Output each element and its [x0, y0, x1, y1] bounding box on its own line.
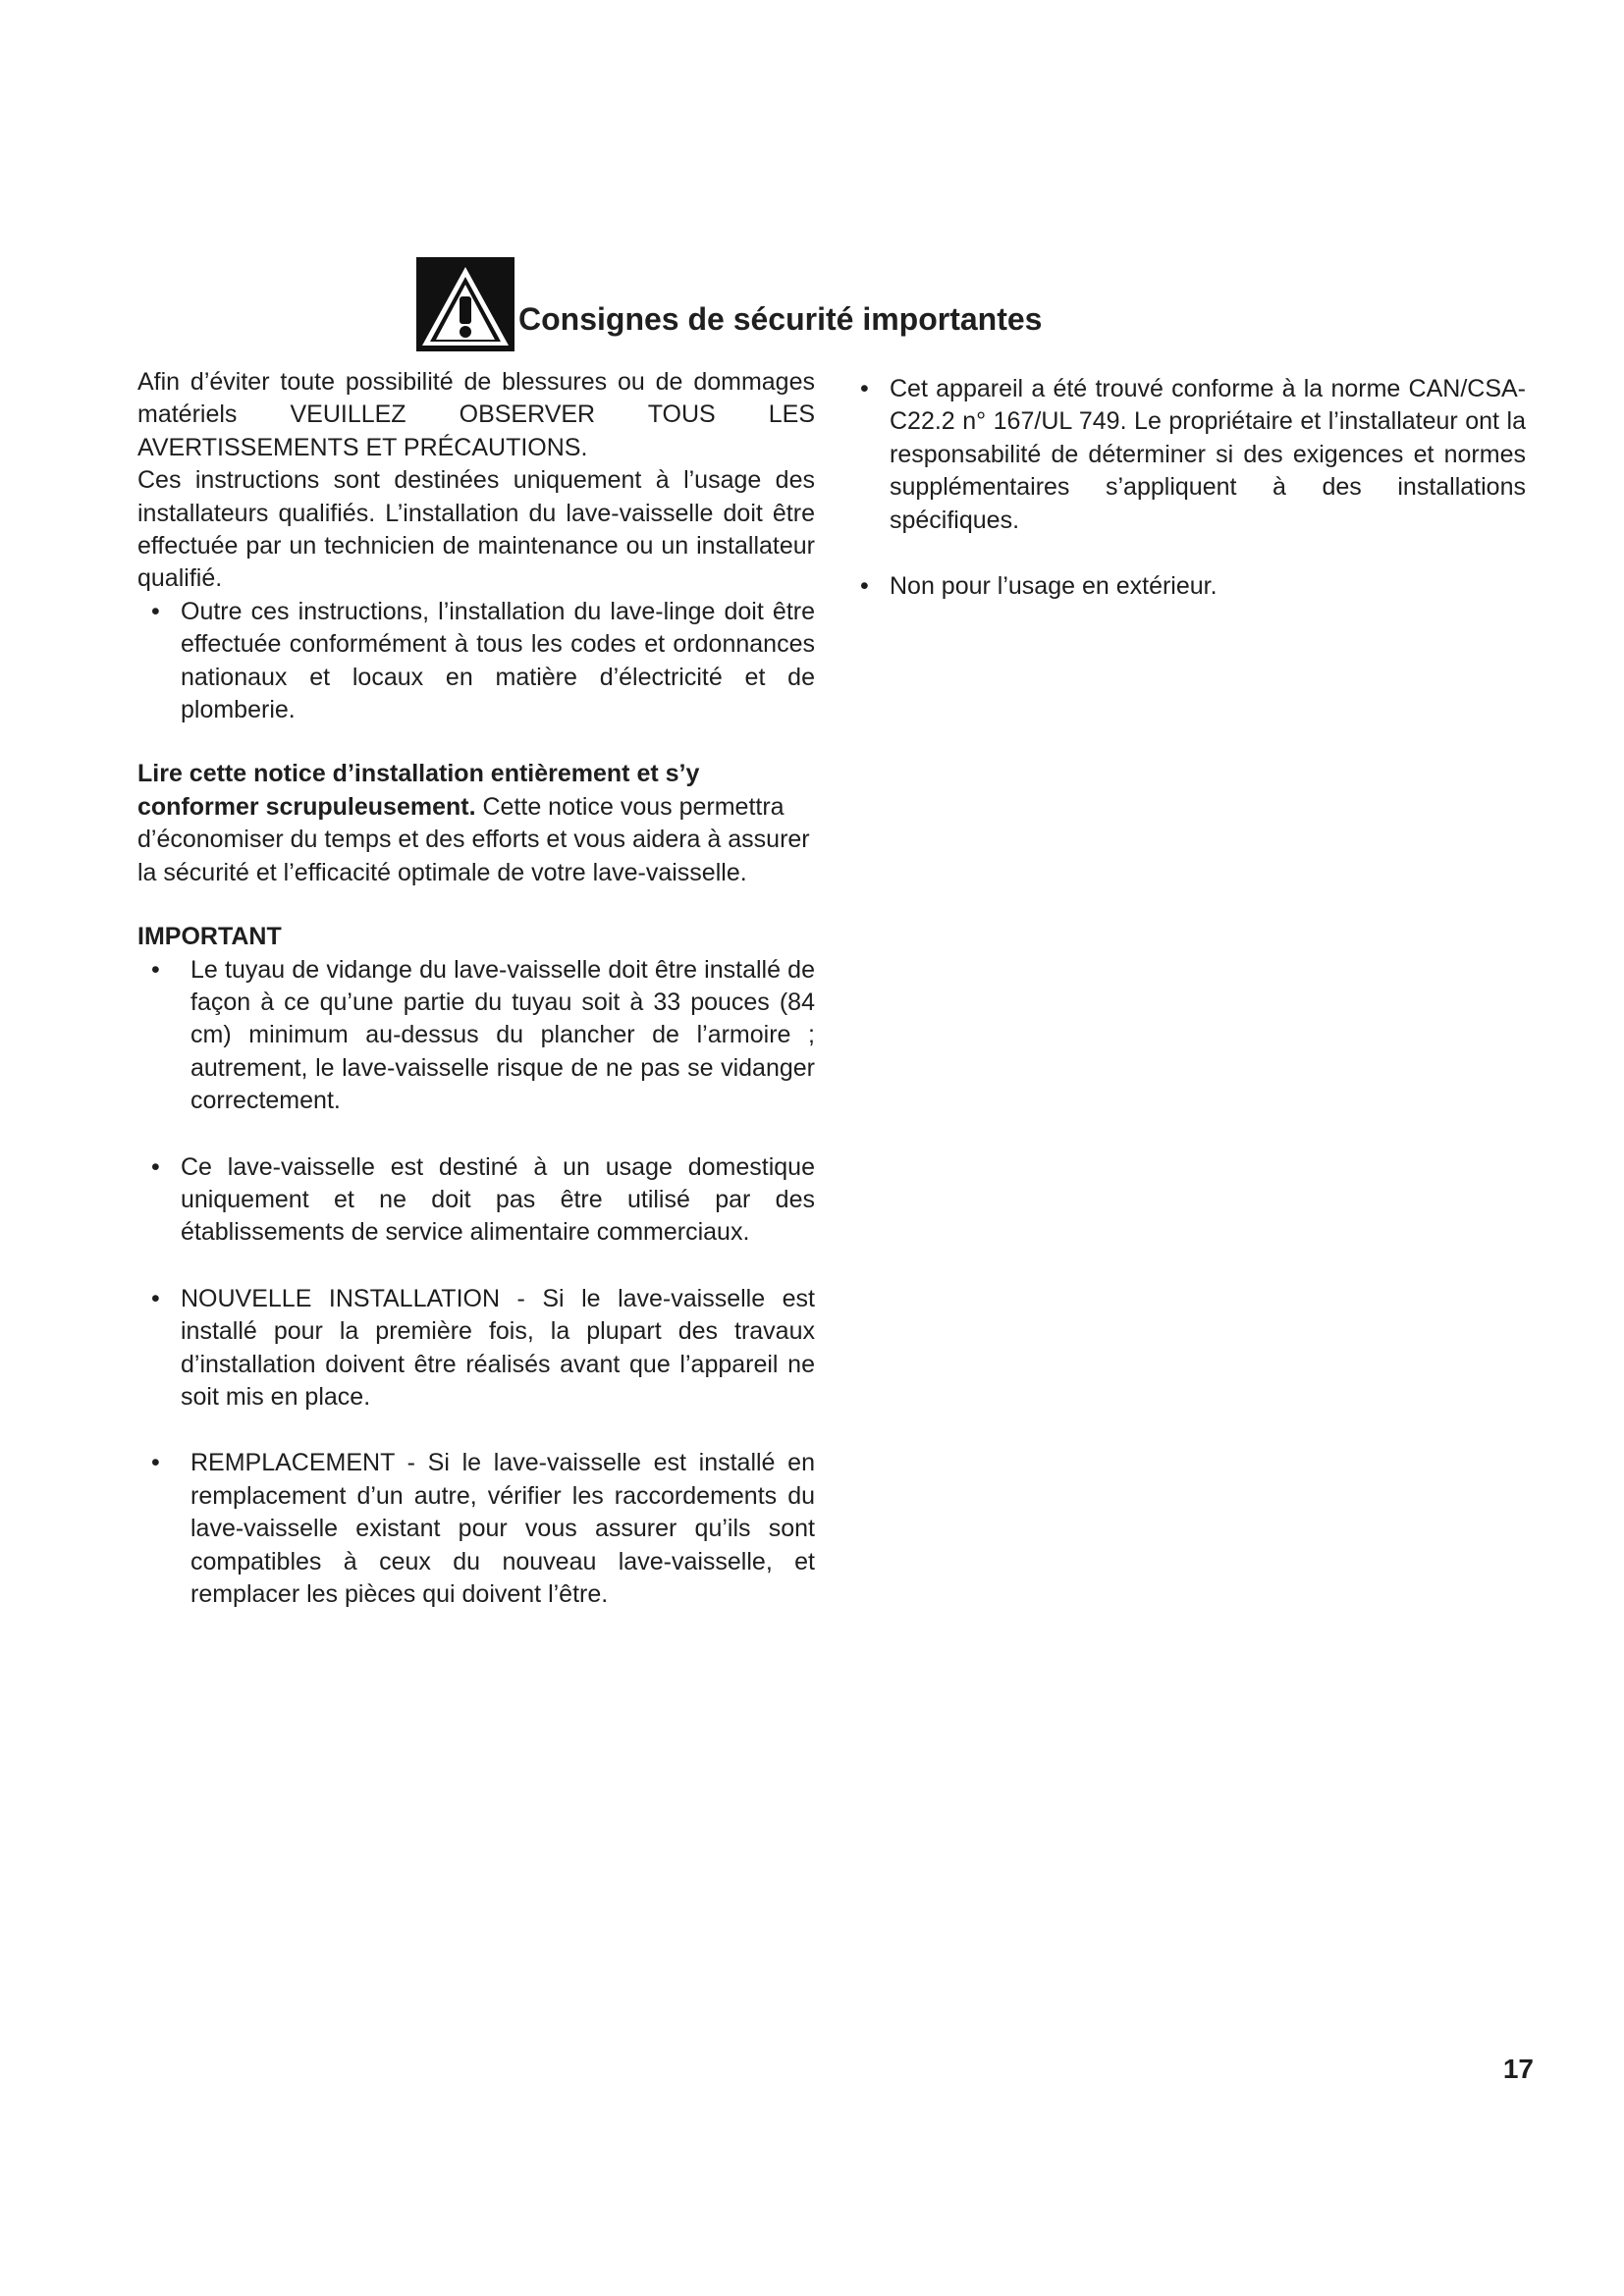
bullet-icon: •: [151, 1284, 160, 1312]
page-number: 17: [1502, 2054, 1534, 2084]
intro-paragraph-2: Ces instructions sont destinées uniquement à l’usage des installateurs qualifiés. L’installation du lave-vaisselle doit être effectuée par un technicien de maintenance ou un installateur qualifié.: [137, 466, 815, 593]
list-item-text: Outre ces instructions, l’installation du lave-linge doit être effectuée conformément à tous les codes et ordonnances nationaux et locaux en matière d’électricité et de plomberie.: [181, 597, 815, 724]
left-column: [137, 366, 815, 1611]
bullet-icon: •: [860, 572, 869, 601]
list-item-text: Non pour l’usage en extérieur.: [890, 572, 1218, 601]
list-item: [137, 1283, 815, 1415]
list-item: [137, 1447, 815, 1611]
list-item-standard: [846, 373, 1526, 537]
bullet-icon: •: [151, 1152, 160, 1181]
important-heading: IMPORTANT: [137, 923, 282, 951]
read-notice-bold: Lire cette notice d’installation entièrement et s’y conformer scrupuleusement.: [137, 760, 700, 821]
list-item-codes: [137, 596, 815, 727]
bullet-icon: •: [860, 375, 869, 402]
read-notice-text: Cette notice vous permettra d’économiser du temps et des efforts et vous aidera à assurer la sécurité et l’efficacité optimale de votre lave-vaisselle.: [137, 792, 810, 886]
list-item-text: Cet appareil a été trouvé conforme à la norme CAN/CSA-C22.2 n° 167/UL 749. Le propriétaire et l’installateur ont la responsabilité de déterminer si des exigences et normes supplémentaires s’appliquent à des installations spécifiques.: [890, 375, 1526, 534]
right-column: [846, 373, 1526, 603]
list-item-text: Ce lave-vaisselle est destiné à un usage domestique uniquement et ne doit pas être utilisé par des établissements de service alimentaire commerciaux.: [181, 1152, 815, 1247]
list-item: [137, 1151, 815, 1250]
intro-paragraph-1: Afin d’éviter toute possibilité de blessures ou de dommages matériels VEUILLEZ OBSERVER TOUS LES AVERTISSEMENTS ET PRÉCAUTIONS.: [137, 368, 815, 461]
section-header: [416, 257, 1042, 351]
bullet-icon: •: [151, 1449, 160, 1477]
list-item-outdoor: [846, 570, 1526, 603]
page-title: Consignes de sécurité importantes: [518, 301, 1043, 337]
list-item-text: REMPLACEMENT - Si le lave-vaisselle est installé en remplacement d’un autre, vérifier les raccordements du lave-vaisselle existant pour vous assurer qu’ils sont compatibles à ceux du nouveau lave-vaisselle, et remplacer les pièces qui doivent l’être.: [190, 1449, 815, 1608]
list-item: [137, 954, 815, 1118]
warning-triangle-icon: [416, 257, 514, 351]
list-item-text: Le tuyau de vidange du lave-vaisselle doit être installé de façon à ce qu’une partie du tuyau soit à 33 pouces (84 cm) minimum au-dessus du plancher de l’armoire ; autrement, le lave-vaisselle risque de ne pas se vidanger correctement.: [190, 955, 815, 1115]
read-notice-paragraph: [137, 758, 815, 889]
bullet-icon: •: [151, 955, 160, 984]
bullet-icon: •: [151, 597, 160, 625]
list-item-text: NOUVELLE INSTALLATION - Si le lave-vaisselle est installé pour la première fois, la plupart des travaux d’installation doivent être réalisés avant que l’appareil ne soit mis en place.: [181, 1284, 815, 1411]
